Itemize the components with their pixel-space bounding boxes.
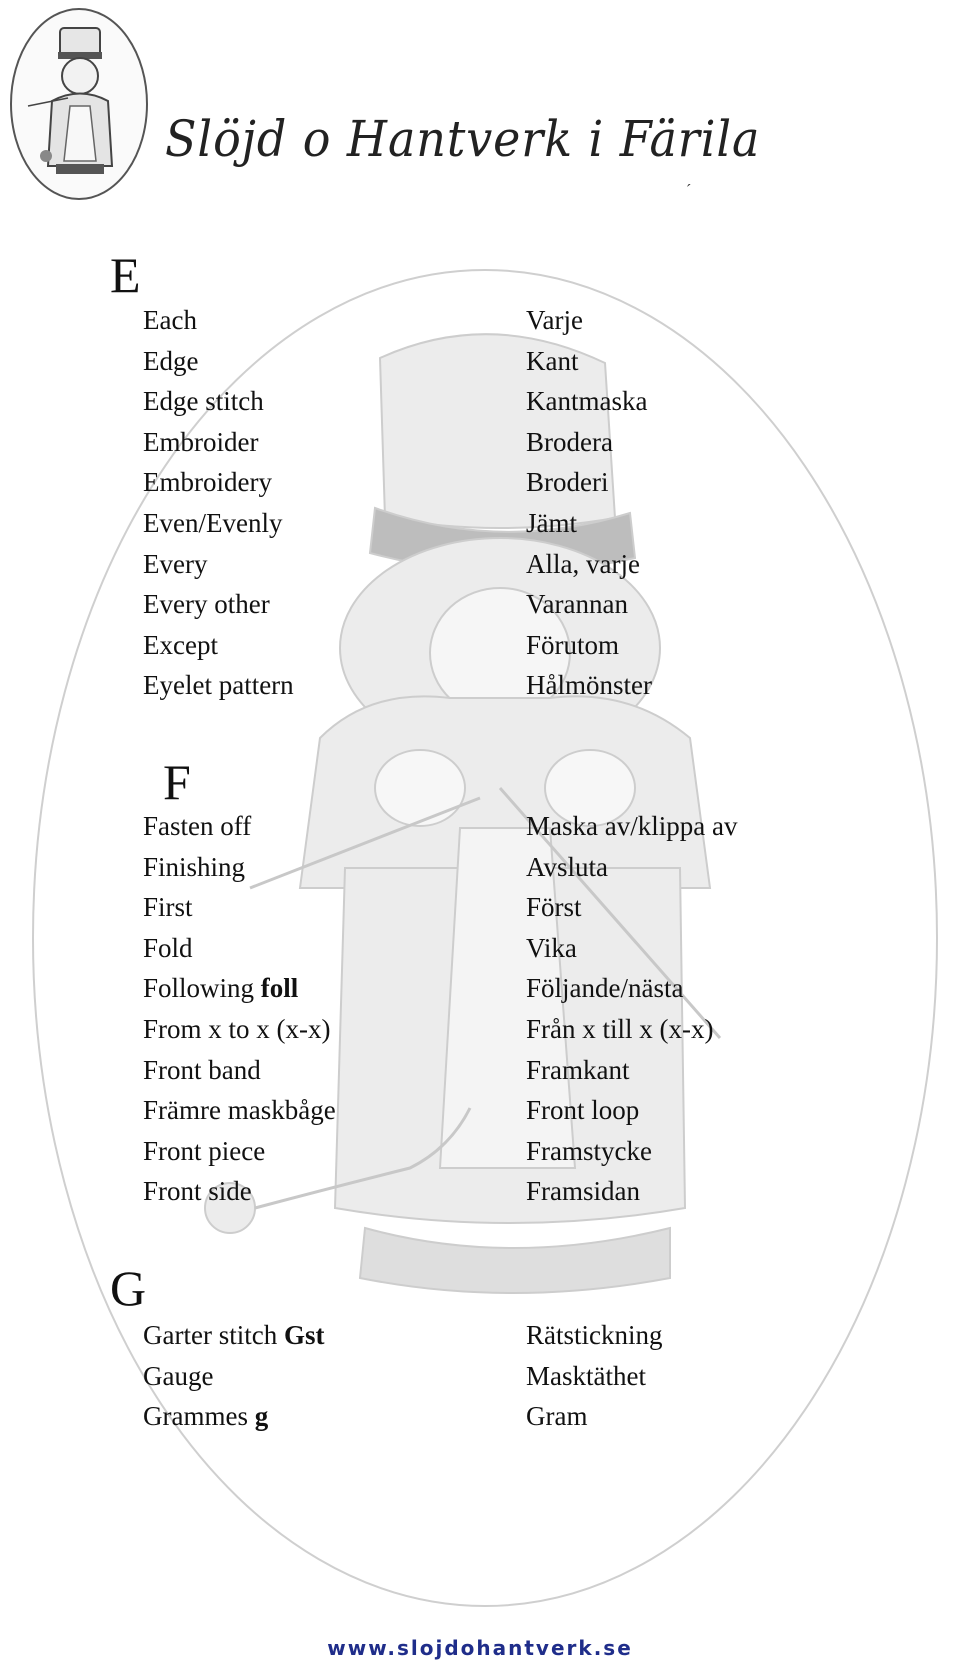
term-en: Every other <box>143 589 270 620</box>
term-en: Embroidery <box>143 467 272 498</box>
term-en: Front band <box>143 1054 261 1085</box>
term-abbreviation: foll <box>260 973 299 1004</box>
term-en: Främre maskbåge <box>143 1095 336 1126</box>
term-sv: Maska av/klippa av <box>526 811 738 841</box>
term-sv: Kant <box>526 345 579 376</box>
term-sv: Varannan <box>526 589 628 620</box>
term-en: Except <box>143 629 218 660</box>
term-sv: Masktäthet <box>526 1360 646 1391</box>
section-e-english-column <box>143 300 294 706</box>
term-en: Each <box>143 305 197 335</box>
term-en: Edge <box>143 345 199 376</box>
term-en: Following <box>143 973 255 1004</box>
term-sv: Jämt <box>526 507 577 538</box>
section-f-swedish-column <box>526 806 737 1212</box>
term-en: Grammes <box>143 1401 248 1432</box>
term-abbreviation: g <box>254 1401 269 1432</box>
term-en: First <box>143 892 193 923</box>
term-en-with-abbr <box>143 968 336 1009</box>
term-en: Edge stitch <box>143 386 264 417</box>
logo-figure-image <box>8 6 150 202</box>
stray-mark: ´ <box>686 182 692 199</box>
term-en-with-abbr <box>143 1396 324 1437</box>
section-g-english-column <box>143 1315 324 1437</box>
term-en: From x to x (x-x) <box>143 1013 331 1044</box>
term-sv: Förutom <box>526 629 620 660</box>
term-sv: Broderi <box>526 467 609 498</box>
term-en: Finishing <box>143 851 246 882</box>
term-en: Gauge <box>143 1360 214 1391</box>
term-en: Every <box>143 548 208 579</box>
term-en: Front side <box>143 1176 252 1207</box>
section-letter-e: E <box>110 247 141 303</box>
term-sv: Från x till x (x-x) <box>526 1013 714 1044</box>
term-en: Garter stitch <box>143 1320 278 1350</box>
term-sv: Brodera <box>526 426 613 457</box>
term-sv: Framstycke <box>526 1135 652 1166</box>
section-letter-g: G <box>110 1260 147 1316</box>
brand-title: Slöjd o Hantverk i Färila <box>165 110 761 168</box>
term-sv: Gram <box>526 1401 588 1432</box>
term-en: Front piece <box>143 1135 266 1166</box>
term-en: Eyelet pattern <box>143 670 294 701</box>
term-en: Fasten off <box>143 811 252 841</box>
section-letter-f: F <box>163 754 191 810</box>
section-f-english-column <box>143 806 336 1212</box>
term-sv: Kantmaska <box>526 386 648 417</box>
term-sv: Vika <box>526 932 577 963</box>
term-sv: Framsidan <box>526 1176 640 1207</box>
term-sv: Framkant <box>526 1054 630 1085</box>
term-en: Embroider <box>143 426 259 457</box>
term-sv: Följande/nästa <box>526 973 684 1004</box>
term-en: Fold <box>143 932 193 963</box>
term-abbreviation: Gst <box>283 1320 325 1350</box>
term-sv: Avsluta <box>526 851 608 882</box>
section-e-swedish-column <box>526 300 652 706</box>
website-link[interactable]: www.slojdohantverk.se <box>327 1636 633 1660</box>
term-en-with-abbr <box>143 1315 324 1356</box>
term-sv: Front loop <box>526 1095 640 1126</box>
term-sv: Hålmönster <box>526 670 652 701</box>
term-en: Even/Evenly <box>143 507 283 538</box>
term-sv: Alla, varje <box>526 548 640 579</box>
section-g-swedish-column <box>526 1315 663 1437</box>
term-sv: Först <box>526 892 582 923</box>
term-sv: Varje <box>526 305 583 335</box>
term-sv: Rätstickning <box>526 1320 663 1350</box>
